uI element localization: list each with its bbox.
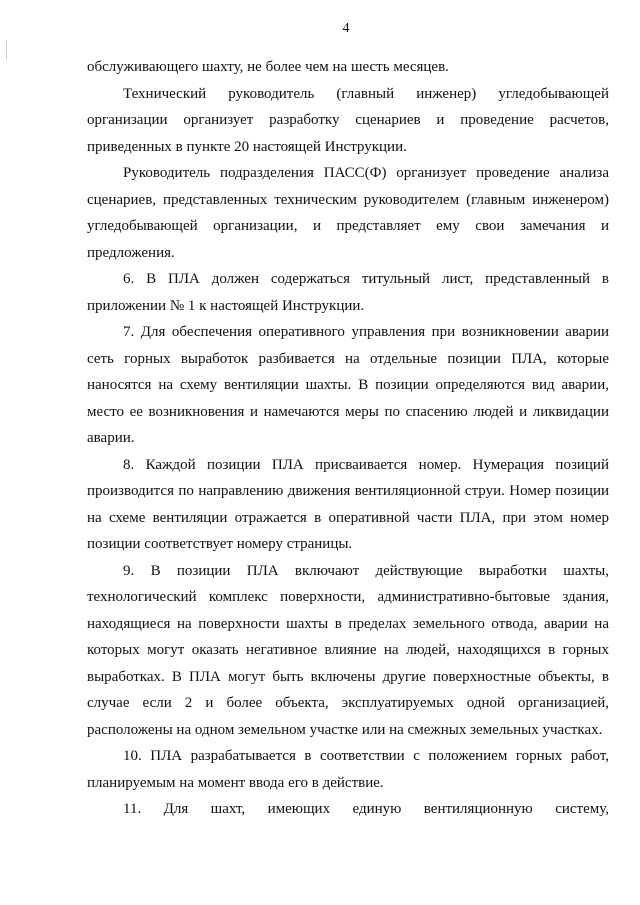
paragraph-continuation: обслуживающего шахту, не более чем на шесть месяцев. bbox=[87, 59, 449, 75]
scan-edge-mark bbox=[6, 40, 7, 60]
paragraph-item-9: 9. В позиции ПЛА включают действующие выработки шахты, технологический комплекс поверхности, административно-бытовые здания, находящиеся на поверхности шахты в пределах земельного отвода, аварии на которых могут оказать негативное влияние на людей, находящихся в горных выработках. В ПЛА могут быть включены другие поверхностные объекты, в случае если 2 и более объекта, эксплуатируемых одной организацией, расположены на одном земельном участке или на смежных земельных участках. bbox=[87, 562, 609, 738]
paragraph-item-7: 7. Для обеспечения оперативного управления при возникновении аварии сеть горных выработок разбивается на отдельные позиции ПЛА, которые наносятся на схему вентиляции шахты. В позиции определяются вид аварии, место ее возникновения и намечаются меры по спасению людей и ликвидации аварии. bbox=[87, 324, 609, 446]
paragraph-item-10: 10. ПЛА разрабатывается в соответствии с положением горных работ, планируемым на момент ввода его в действие. bbox=[87, 748, 609, 791]
paragraph-item-6: 6. В ПЛА должен содержаться титульный лист, представленный в приложении № 1 к настоящей Инструкции. bbox=[87, 271, 609, 314]
paragraph-pass-head: Руководитель подразделения ПАСС(Ф) организует проведение анализа сценариев, представленных техническим руководителем (главным инженером) угледобывающей организации, и представляет ему свои замечания и предложения. bbox=[87, 165, 609, 261]
paragraph-item-11: 11. Для шахт, имеющих единую вентиляционную систему, bbox=[123, 801, 609, 817]
paragraph-item-8: 8. Каждой позиции ПЛА присваивается номер. Нумерация позиций производится по направлению движения вентиляционной струи. Номер позиции на схеме вентиляции отражается в оперативной части ПЛА, при этом номер позиции соответствует номеру страницы. bbox=[87, 456, 609, 552]
page-number: 4 bbox=[342, 21, 350, 36]
document-body bbox=[87, 54, 609, 823]
paragraph-technical-director: Технический руководитель (главный инженер) угледобывающей организации организует разработку сценариев и проведение расчетов, приведенных в пункте 20 настоящей Инструкции. bbox=[87, 85, 609, 155]
